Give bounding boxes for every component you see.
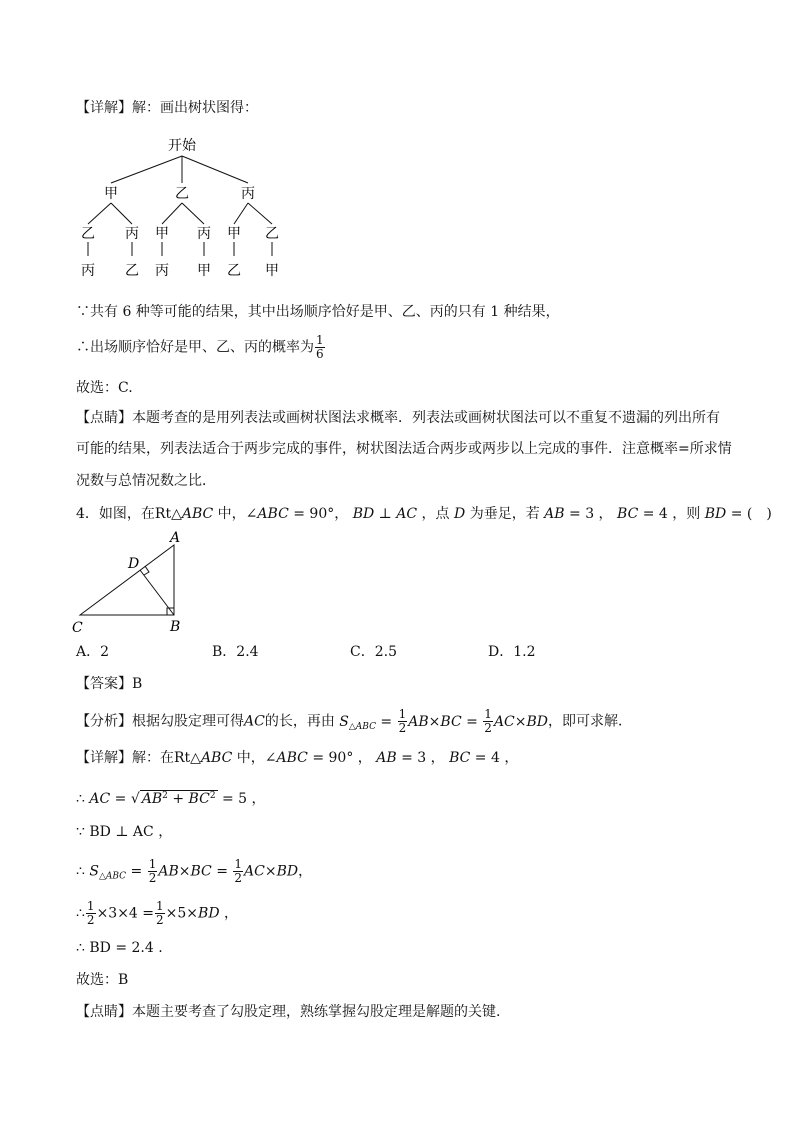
option-b: B．2.4 <box>212 644 259 660</box>
q3-comment-line: 况数与总情况数之比． <box>76 473 216 489</box>
q3-result-count: ∵共有 6 种等可能的结果，其中出场顺序恰好是甲、乙、丙的只有 1 种结果， <box>76 304 560 320</box>
probability-tree-diagram <box>0 128 794 288</box>
q3-answer: 故选：C. <box>76 380 133 396</box>
q3-comment-line: 可能的结果，列表法适合于两步完成的事件，树状图法适合两步或两步以上完成的事件．注意概率=所求情 <box>76 441 732 457</box>
q4-step-perpendicular: ∵ BD ⊥ AC ， <box>76 824 173 840</box>
tree-l3-node: 甲 <box>197 263 211 279</box>
q4-detail-intro: 【详解】解：在Rt△ABC 中，∠ABC = 90° ， AB = 3 ， BC = 4 ， <box>76 750 519 766</box>
q4-step-pythagoras: ∴ AC = √ $AB^2 + BC^2 = 5$ ， <box>76 791 266 807</box>
q4-step-area: ∴ $S_{\triangle ABC}$ = $\frac{1}{2}$ AB×BC = $\frac{1}{2}$ AC×BD， <box>76 857 313 885</box>
tree-l2-node: 甲 <box>155 226 169 242</box>
vertex-label-d: D <box>128 556 140 572</box>
q3-probability-line <box>76 334 326 361</box>
tree-l1-node: 乙 <box>175 186 189 202</box>
triangle-abc <box>80 545 174 615</box>
q4-analysis: 【分析】根据勾股定理可得AC的长，再由 $S_{\triangle ABC}$ = $\frac{1}{2}$ AB×BC = $\frac{1}{2}$ AC×BD，即可求解． <box>76 707 633 735</box>
q4-step-result: ∴ BD = 2.4 . <box>76 940 163 956</box>
right-triangle-figure <box>60 528 260 638</box>
q3-detail-intro: 【详解】解：画出树状图得： <box>76 100 258 116</box>
option-d: D．1.2 <box>488 644 536 660</box>
tree-l3-node: 乙 <box>227 263 241 279</box>
vertex-label-b: B <box>170 619 181 635</box>
q3-probability-text: ∴出场顺序恰好是甲、乙、丙的概率为 <box>76 339 314 356</box>
tree-l2-node: 丙 <box>197 226 211 242</box>
tree-l3-node: 甲 <box>265 263 279 279</box>
q3-comment-line: 【点睛】本题考查的是用列表法或画树状图法求概率．列表法或画树状图法可以不重复不遗漏的列出所有 <box>76 410 720 426</box>
area-formula: $S_{\triangle ABC}$ = $\frac{1}{2}$ AB×BC = $\frac{1}{2}$ AC×BD <box>339 707 549 735</box>
tree-l2-node: 乙 <box>265 226 279 242</box>
q4-question-stem: 4．如图，在Rt△ABC 中，∠ABC = 90°， BD ⊥ AC ，点 D 为垂足，若 AB = 3 ， BC = 4 ，则 BD = ( ) <box>76 506 772 522</box>
tree-l1-node: 甲 <box>104 186 118 202</box>
tree-l3-node: 丙 <box>155 263 169 279</box>
vertex-label-a: A <box>170 530 181 546</box>
tree-root: 开始 <box>168 138 196 154</box>
tree-l1-node: 丙 <box>241 186 255 202</box>
option-a: A．2 <box>76 644 110 660</box>
q4-step-substitute: ∴ $\frac{1}{2}$ ×3×4 = $\frac{1}{2}$ ×5×BD ， <box>76 899 239 927</box>
tree-l2-node: 乙 <box>81 226 95 242</box>
option-c: C．2.5 <box>350 644 397 660</box>
tree-l2-node: 甲 <box>227 226 241 242</box>
tree-l2-node: 丙 <box>125 226 139 242</box>
fraction-one-sixth: $\frac{1}{6}$ <box>316 333 324 361</box>
q4-final-answer: 故选：B <box>76 972 129 988</box>
vertex-label-c: C <box>72 620 83 636</box>
tree-l3-node: 乙 <box>125 263 139 279</box>
tree-l3-node: 丙 <box>81 263 95 279</box>
q4-comment: 【点睛】本题主要考查了勾股定理，熟练掌握勾股定理是解题的关键. <box>76 1004 501 1020</box>
q4-answer-label: 【答案】B <box>76 676 143 692</box>
